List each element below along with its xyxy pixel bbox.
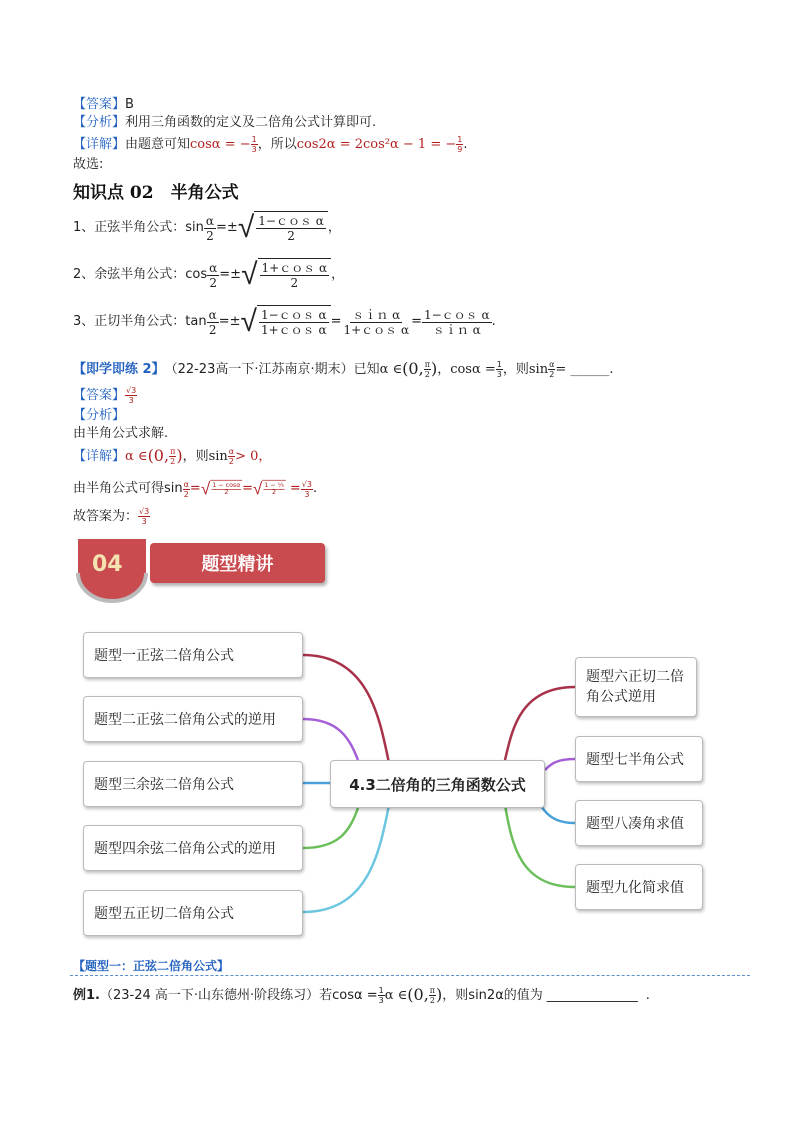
alpha-over-2: $\frac{\alpha}{2}$ bbox=[228, 447, 235, 466]
alpha-over-2: $\frac{\alpha}{2}$ bbox=[205, 213, 215, 243]
detail-cos: cosα = − bbox=[190, 137, 251, 152]
practice-2 bbox=[73, 360, 614, 379]
example-source: （23-24 高一下·山东德州·阶段练习）若cosα = bbox=[99, 987, 378, 1003]
fraction-one-third: $\frac{1}{3}$ bbox=[378, 986, 384, 1005]
plus-minus: =± bbox=[218, 314, 241, 329]
sqrt-small-2: √ $\frac{\text{1 − ⅓}}{2}$ bbox=[253, 480, 286, 498]
derive-lead: 由半角公式可得sin bbox=[73, 481, 183, 496]
mindmap-node-left-1: 题型一正弦二倍角公式 bbox=[83, 632, 303, 678]
practice-tag: 【即学即练 2】 bbox=[73, 361, 165, 377]
analysis-tag: 【分析】 bbox=[73, 115, 126, 130]
detail-line-1 bbox=[73, 135, 468, 154]
sqrt-expr: √ $\frac{\text{1−ｃｏｓ α}}{2}$ bbox=[238, 211, 328, 245]
example-blank[interactable]: ______________ bbox=[546, 987, 638, 1003]
plus-minus: =± bbox=[219, 267, 242, 282]
detail-then: ，则sin bbox=[182, 448, 228, 464]
formula-sin-label: 1、正弦半角公式：sin bbox=[73, 220, 204, 235]
example-1 bbox=[73, 986, 650, 1005]
example-tail: ，则sin2α的值为 bbox=[442, 987, 543, 1003]
analysis-text-2: 由半角公式求解. bbox=[73, 426, 169, 441]
comma: ， bbox=[327, 220, 341, 235]
detail-tag: 【详解】 bbox=[73, 137, 126, 152]
result-fraction: $\frac{√3}{3}$ bbox=[301, 479, 312, 499]
formula-cos-half bbox=[73, 258, 344, 292]
tan-frac-2: $\frac{\text{ｓｉｎ α}}{\text{1+ｃｏｓ α}}$ bbox=[343, 307, 410, 337]
mindmap-center: 4.3二倍角的三角函数公式 bbox=[330, 760, 545, 808]
formula-tan-label: 3、正切半角公式：tan bbox=[73, 314, 207, 329]
sqrt-expr: √ $\frac{\text{1−ｃｏｓ α}}{\text{1+ｃｏｓ α}}$ bbox=[240, 305, 330, 339]
formula-tan-half bbox=[73, 305, 496, 339]
interval: (0, $\frac{\pi}{2}$ ) bbox=[407, 985, 443, 1005]
example-in: α ∈ bbox=[384, 987, 408, 1003]
section-title: 知识点 02 半角公式 bbox=[73, 183, 239, 203]
alpha-over-2: $\frac{\alpha}{2}$ bbox=[183, 479, 189, 499]
formula-sin-half bbox=[73, 211, 341, 245]
practice-cos: ，cosα = bbox=[437, 361, 496, 377]
sqrt-small: √ $\frac{1 - \cos\alpha}{2}$ bbox=[201, 480, 242, 498]
analysis-line-2 bbox=[73, 408, 125, 424]
type1-header: 【题型一：正弦二倍角公式】 bbox=[73, 959, 230, 973]
dashed-divider bbox=[70, 975, 750, 976]
badge-number: 04 bbox=[92, 552, 123, 577]
analysis-line-1 bbox=[73, 115, 376, 131]
detail-mid: ，所以 bbox=[257, 137, 297, 152]
plus-minus: =± bbox=[216, 220, 238, 235]
analysis-text: 利用三角函数的定义及二倍角公式计算即可. bbox=[125, 115, 377, 130]
final-lead: 故答案为： bbox=[73, 508, 139, 524]
detail-line-2 bbox=[73, 447, 271, 466]
answer-fraction: $\frac{√3}{3}$ bbox=[126, 386, 137, 405]
answer-line-2 bbox=[73, 386, 137, 405]
answer-tag: 【答案】 bbox=[73, 97, 126, 112]
final-fraction: $\frac{√3}{3}$ bbox=[139, 507, 150, 526]
detail-cond: α ∈ bbox=[125, 448, 148, 464]
period: . bbox=[312, 481, 318, 496]
equals: = bbox=[411, 314, 422, 329]
badge-title: 题型精讲 bbox=[150, 543, 325, 583]
answer-line-1 bbox=[73, 97, 134, 113]
alpha-over-2: $\frac{\alpha}{2}$ bbox=[549, 360, 555, 379]
mindmap-node-left-2: 题型二正弦二倍角公式的逆用 bbox=[83, 696, 303, 742]
interval: (0, $\frac{\pi}{2}$ ) bbox=[402, 359, 438, 379]
mindmap-node-right-4: 题型九化简求值 bbox=[575, 864, 703, 910]
detail-tag: 【详解】 bbox=[73, 448, 126, 464]
equals: = bbox=[289, 481, 301, 496]
alpha-over-2: $\frac{\alpha}{2}$ bbox=[209, 260, 218, 290]
equals: = bbox=[242, 481, 253, 496]
sqrt-expr: √ $\frac{\text{1+ｃｏｓ α}}{2}$ bbox=[241, 258, 331, 292]
practice-blank: = ______. bbox=[555, 361, 614, 377]
analysis-tag: 【分析】 bbox=[73, 408, 126, 423]
practice-then: ，则sin bbox=[502, 361, 549, 377]
mindmap-node-right-1: 题型六正切二倍角公式逆用 bbox=[575, 657, 697, 717]
detail-gt: > 0， bbox=[235, 448, 272, 464]
mindmap-node-right-3: 题型八凑角求值 bbox=[575, 800, 703, 846]
practice-cond: α ∈ bbox=[379, 361, 403, 377]
derive-line bbox=[73, 476, 317, 502]
mindmap-node-left-3: 题型三余弦二倍角公式 bbox=[83, 761, 303, 807]
guxuan: 故选: bbox=[73, 157, 104, 172]
answer-tag: 【答案】 bbox=[73, 387, 126, 403]
interval: (0, $\frac{\pi}{2}$ ) bbox=[147, 446, 183, 466]
equals: = bbox=[330, 314, 342, 329]
period: . bbox=[645, 987, 650, 1003]
period: . bbox=[491, 314, 496, 329]
answer-value: B bbox=[125, 97, 134, 112]
comma: ， bbox=[331, 267, 345, 282]
mindmap-node-left-4: 题型四余弦二倍角公式的逆用 bbox=[83, 825, 303, 871]
final-answer bbox=[73, 507, 150, 526]
equals: = bbox=[189, 481, 201, 496]
mindmap-node-left-5: 题型五正切二倍角公式 bbox=[83, 890, 303, 936]
alpha-over-2: $\frac{\alpha}{2}$ bbox=[208, 307, 217, 337]
formula-cos-label: 2、余弦半角公式：cos bbox=[73, 267, 208, 282]
detail-lead: 由题意可知 bbox=[125, 137, 191, 152]
practice-source: （22-23高一下·江苏南京·期末）已知 bbox=[164, 361, 380, 377]
example-tag: 例1. bbox=[73, 987, 100, 1003]
detail-end: . bbox=[463, 137, 468, 152]
detail-eq: cos2α = 2cos²α − 1 = − bbox=[296, 137, 457, 152]
tan-frac-3: $\frac{\text{1−ｃｏｓ α}}{\text{ｓｉｎ α}}$ bbox=[423, 307, 490, 337]
mindmap-node-right-2: 题型七半角公式 bbox=[575, 736, 703, 782]
fraction-one-third: $\frac{1}{3}$ bbox=[251, 135, 257, 154]
fraction-one-third: $\frac{1}{3}$ bbox=[496, 360, 502, 379]
fraction-one-ninth: $\frac{1}{9}$ bbox=[457, 135, 463, 154]
